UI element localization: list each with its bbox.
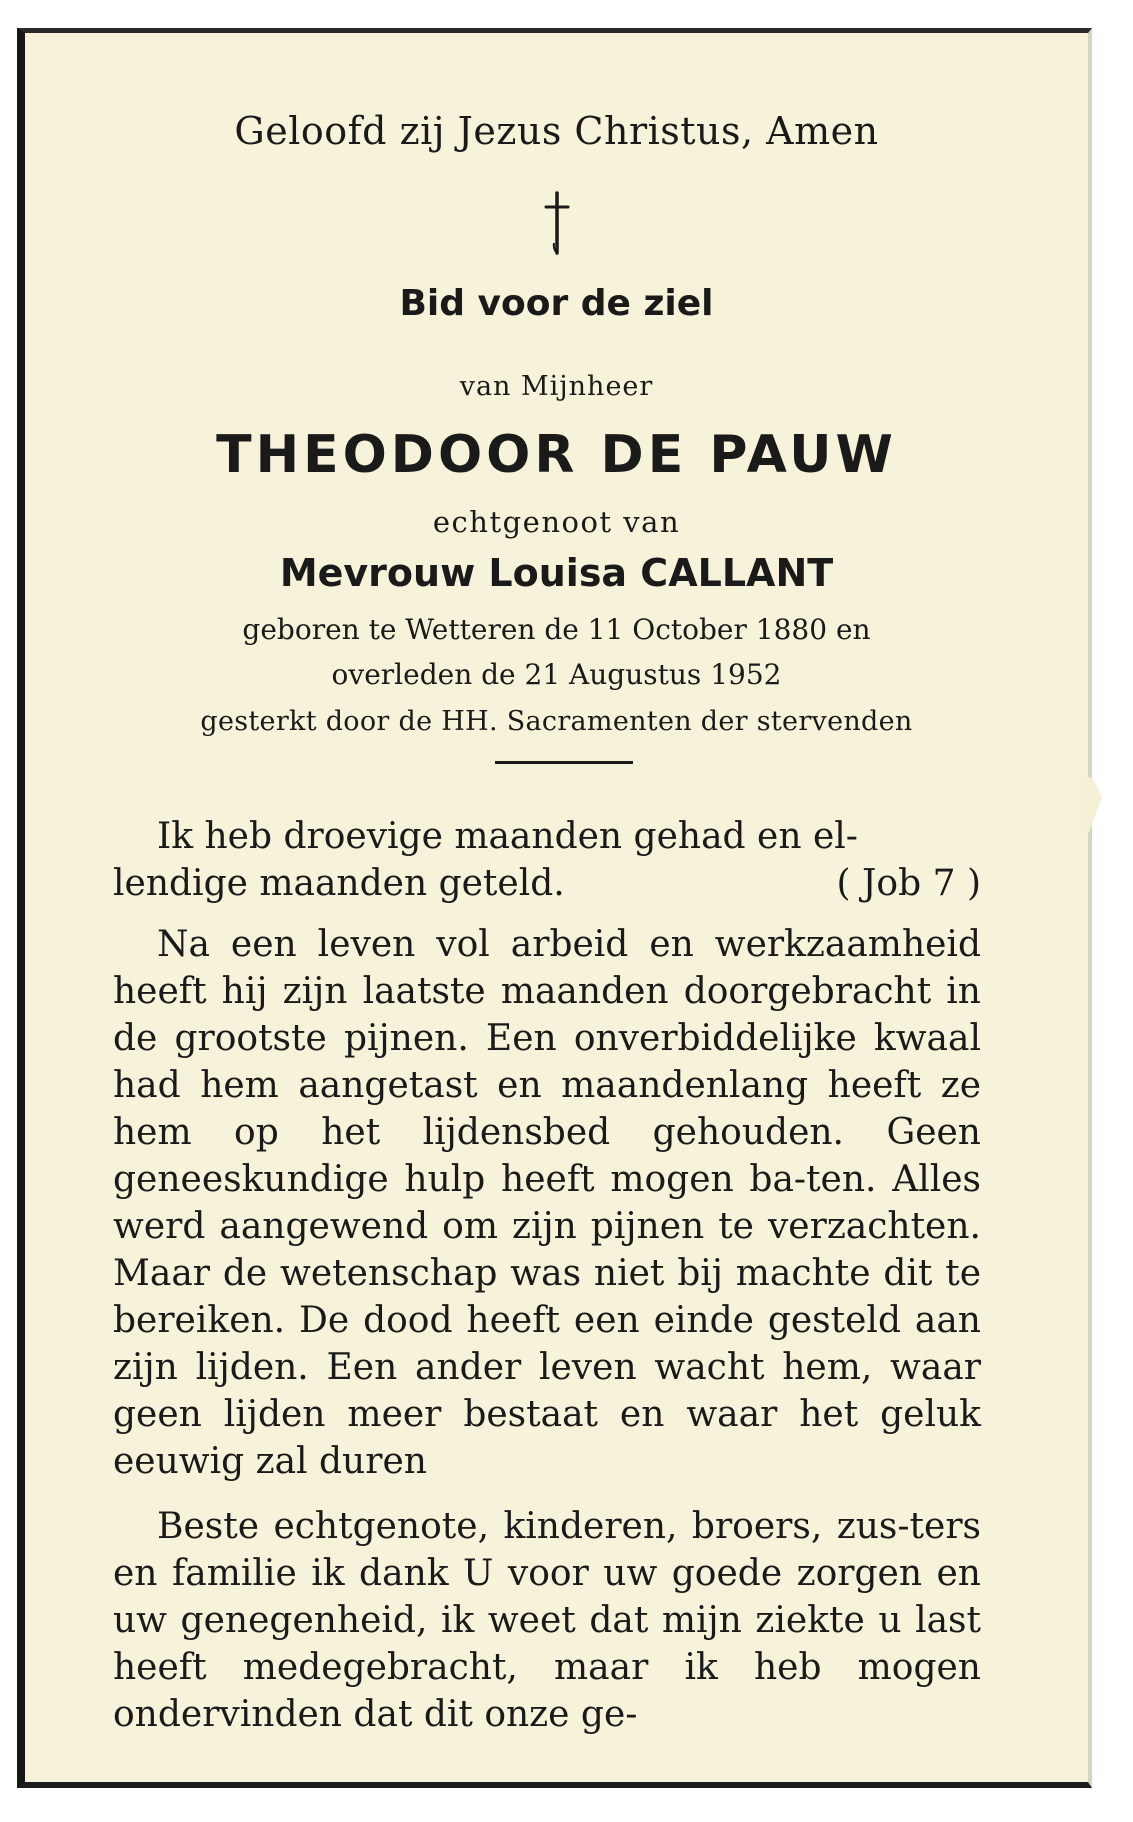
honorific: van Mijnheer [459,371,654,402]
spouse-name: Mevrouw Louisa CALLANT [279,551,834,595]
bible-verse [113,813,981,907]
verse-line-2-row [113,860,981,907]
sacraments-line: gesterkt door de HH. Sacramenten der stervenden [200,706,913,737]
paragraph-thanks: Beste echtgenote, kinderen, broers, zus-ters en familie ik dank U voor uw goede zorgen en uw genegenheid, ik weet dat mijn ziekte u last heeft medegebracht, maar ik heb mogen ondervinden dat dit onze ge- [113,1506,981,1735]
torn-edge [1080,773,1102,833]
verse-line-2: lendige maanden geteld. [113,863,565,904]
death-line: overleden de 21 Augustus 1952 [331,658,782,691]
divider [495,761,633,764]
paragraph-life: Na een leven vol arbeid en werkzaamheid heeft hij zijn laatste maanden doorgebracht in de grootste pijnen. Een onverbiddelijke kwaal had hem aangetast en maandenlang heeft ze hem op het lijdensbed gehouden. Geen geneeskundige hulp heeft mogen ba-ten. Alles werd aangewend om zijn pijnen te verzachten. Maar de wetenschap was niet bij machte dit te bereiken. De dood heeft een einde gesteld aan zijn lijden. Een ander leven wacht hem, waar geen lijden meer bestaat en waar het geluk eeuwig zal duren [113,924,981,1482]
cross-icon [25,191,1088,271]
verse-line-1: Ik heb droevige maanden gehad en el- [157,816,858,857]
prayer-heading: Bid voor de ziel [399,283,714,324]
deceased-name: THEODOOR DE PAUW [216,425,897,485]
verse-reference: ( Job 7 ) [836,863,981,904]
spouse-label: echtgenoot van [432,505,681,539]
birth-line: geboren te Wetteren de 11 October 1880 en [242,613,871,646]
greeting: Geloofd zij Jezus Christus, Amen [234,109,879,153]
memorial-card [17,28,1092,1788]
